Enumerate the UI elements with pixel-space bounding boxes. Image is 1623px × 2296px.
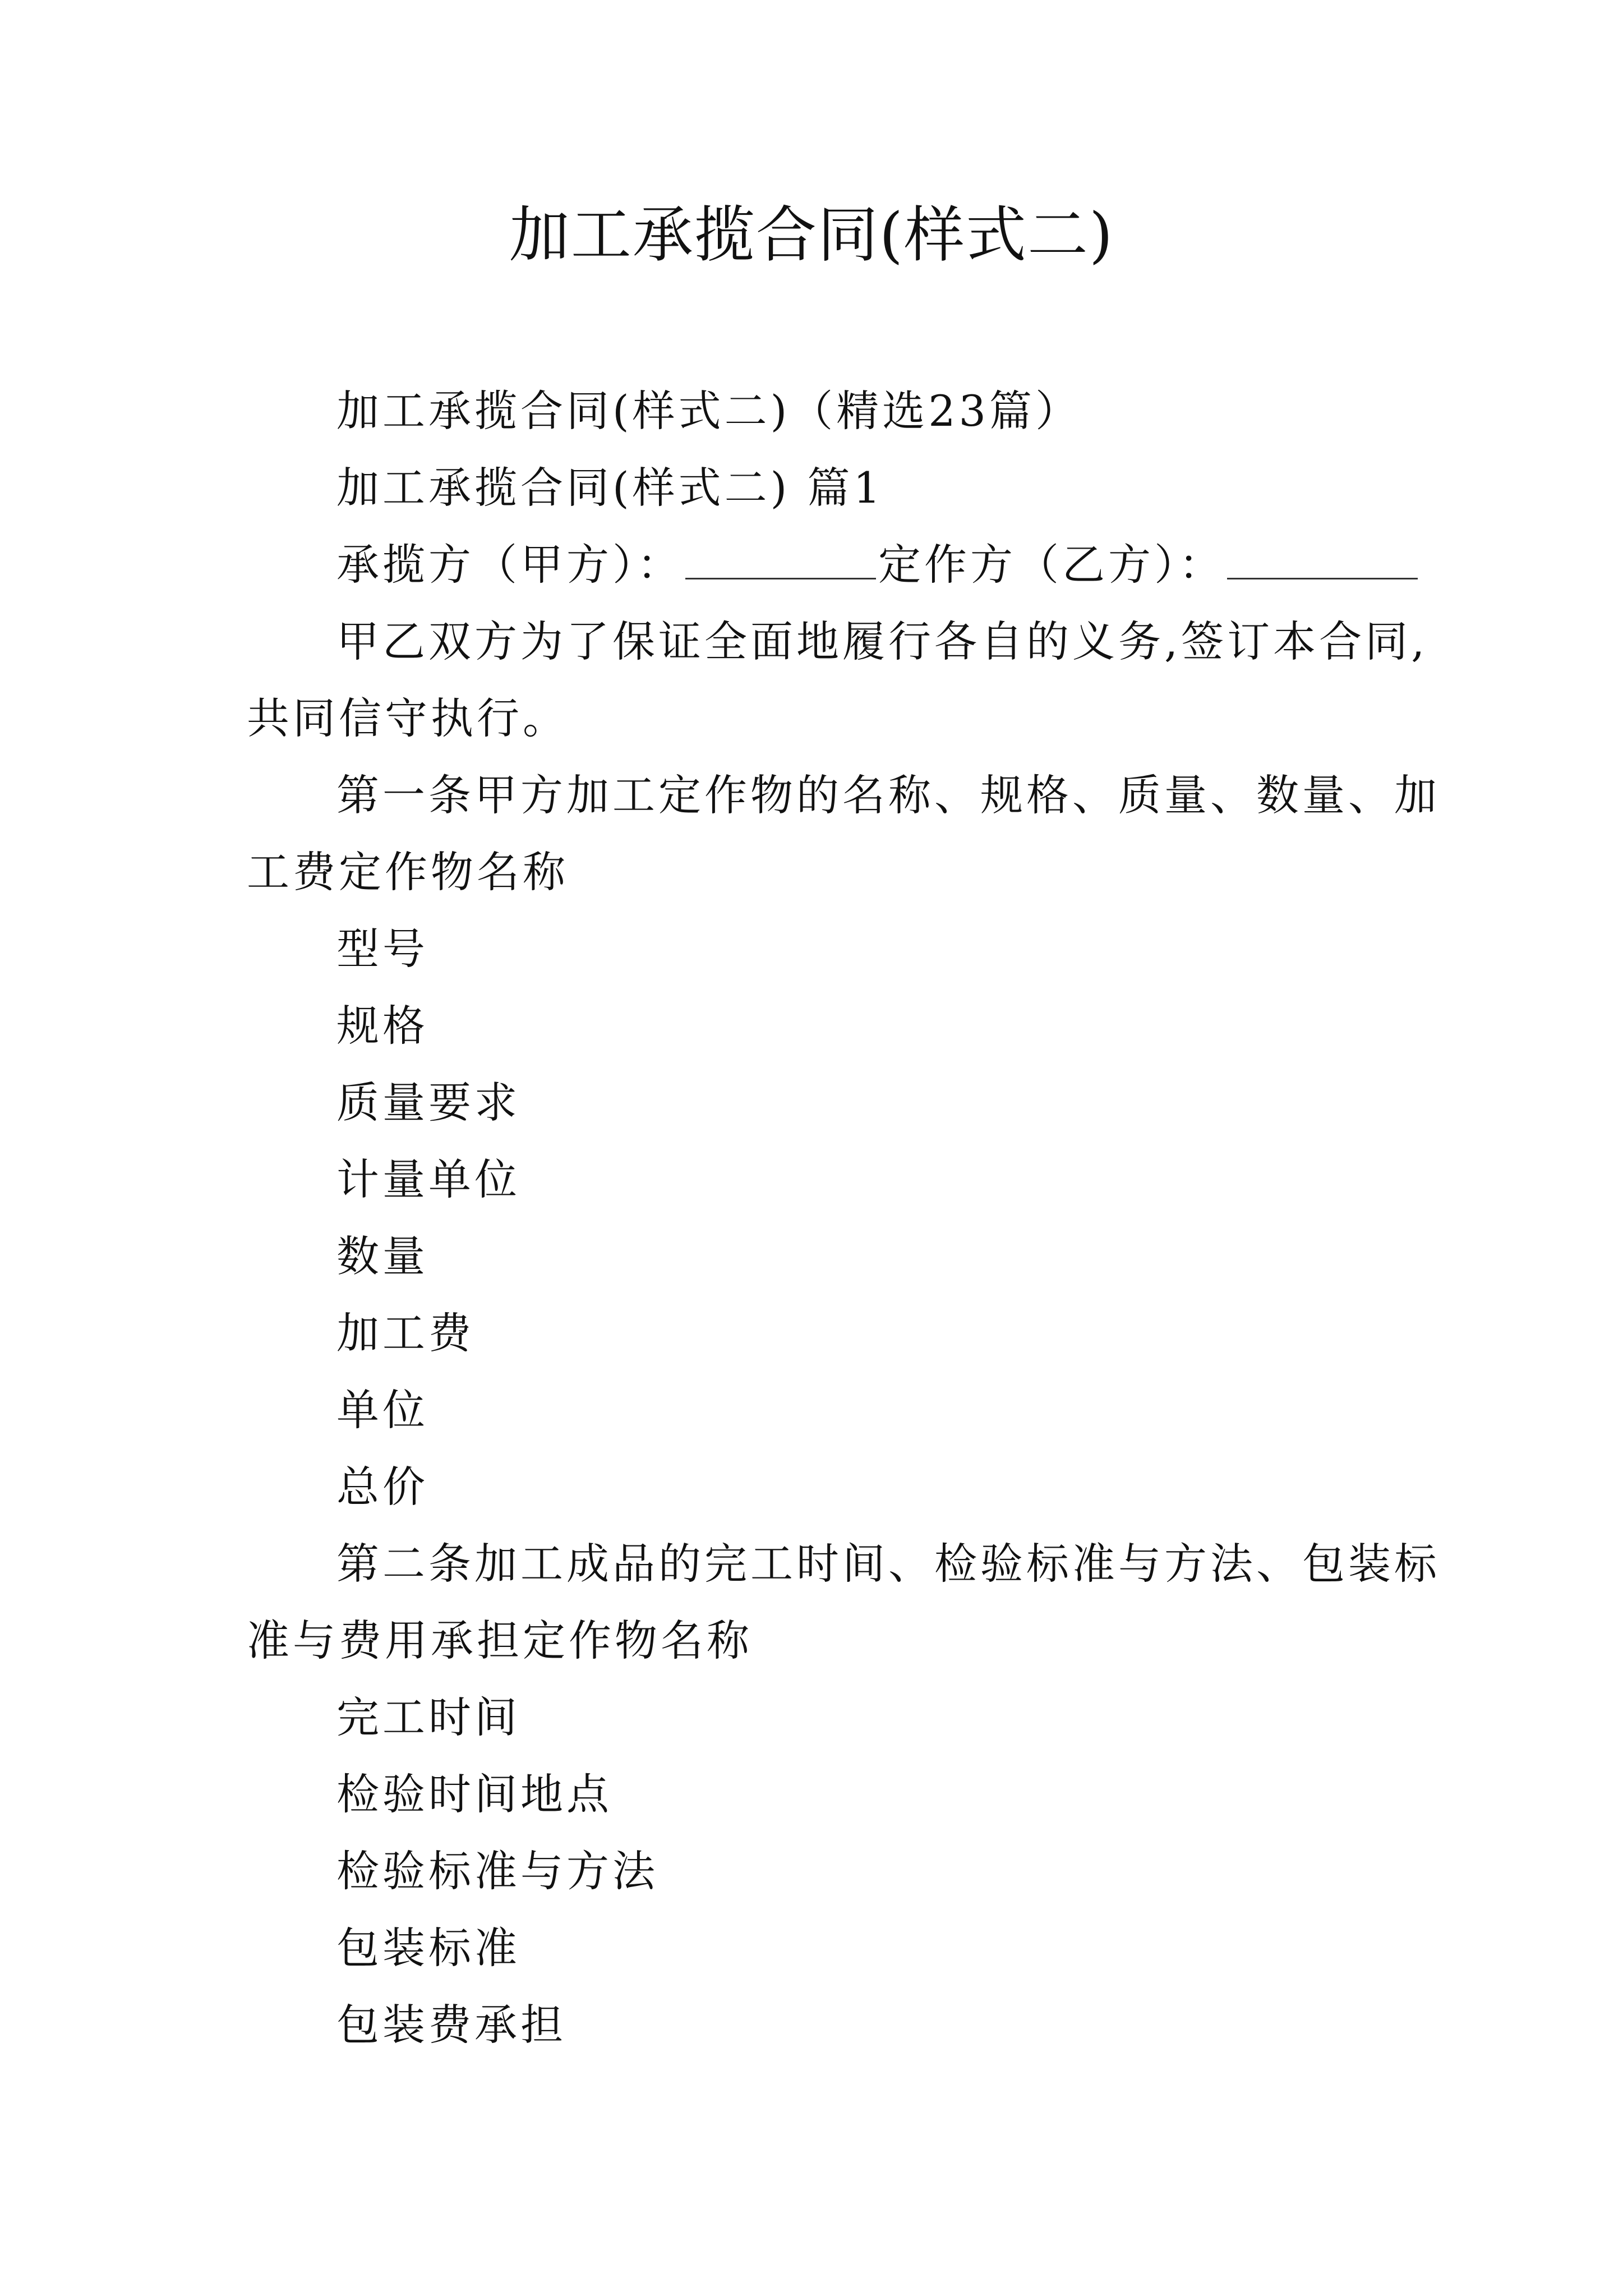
party-line xyxy=(247,526,1380,603)
field-label: 总价 xyxy=(336,1462,428,1512)
field-label: 规格 xyxy=(336,1001,428,1051)
field-label: 检验标准与方法 xyxy=(336,1846,658,1896)
field-label: 数量 xyxy=(336,1231,428,1281)
paragraph-line: 第二条加工成品的完工时间、检验标准与方法、包装标 xyxy=(336,1539,1440,1589)
paragraph-line: 准与费用承担定作物名称 xyxy=(247,1616,753,1665)
paragraph-line: 甲乙双方为了保证全面地履行各自的义务,签订本合同, xyxy=(336,616,1428,666)
field-label: 完工时间 xyxy=(336,1692,520,1742)
field-label: 质量要求 xyxy=(336,1078,520,1128)
document-body xyxy=(247,372,1440,2063)
paragraph-line: 加工承揽合同(样式二) 篇1 xyxy=(336,463,884,513)
paragraph-line: 共同信守执行。 xyxy=(247,693,569,743)
field-label: 加工费 xyxy=(336,1308,474,1358)
party-b-blank xyxy=(1227,544,1418,579)
party-a-label: 承揽方（甲方）： xyxy=(336,540,683,590)
field-label: 计量单位 xyxy=(336,1154,520,1204)
document-title: 加工承揽合同(样式二) xyxy=(509,200,1114,270)
field-label: 型号 xyxy=(336,924,428,974)
field-label: 包装费承担 xyxy=(336,2000,566,2050)
party-a-blank xyxy=(685,544,876,579)
field-label: 检验时间地点 xyxy=(336,1769,612,1819)
field-label: 包装标准 xyxy=(336,1923,520,1973)
paragraph-line: 加工承揽合同(样式二)（精选23篇） xyxy=(336,386,1082,436)
party-b-label: 定作方（乙方）： xyxy=(878,540,1225,590)
paragraph-line: 工费定作物名称 xyxy=(247,847,569,897)
paragraph-line: 第一条甲方加工定作物的名称、规格、质量、数量、加 xyxy=(336,770,1440,820)
field-label: 单位 xyxy=(336,1385,428,1435)
